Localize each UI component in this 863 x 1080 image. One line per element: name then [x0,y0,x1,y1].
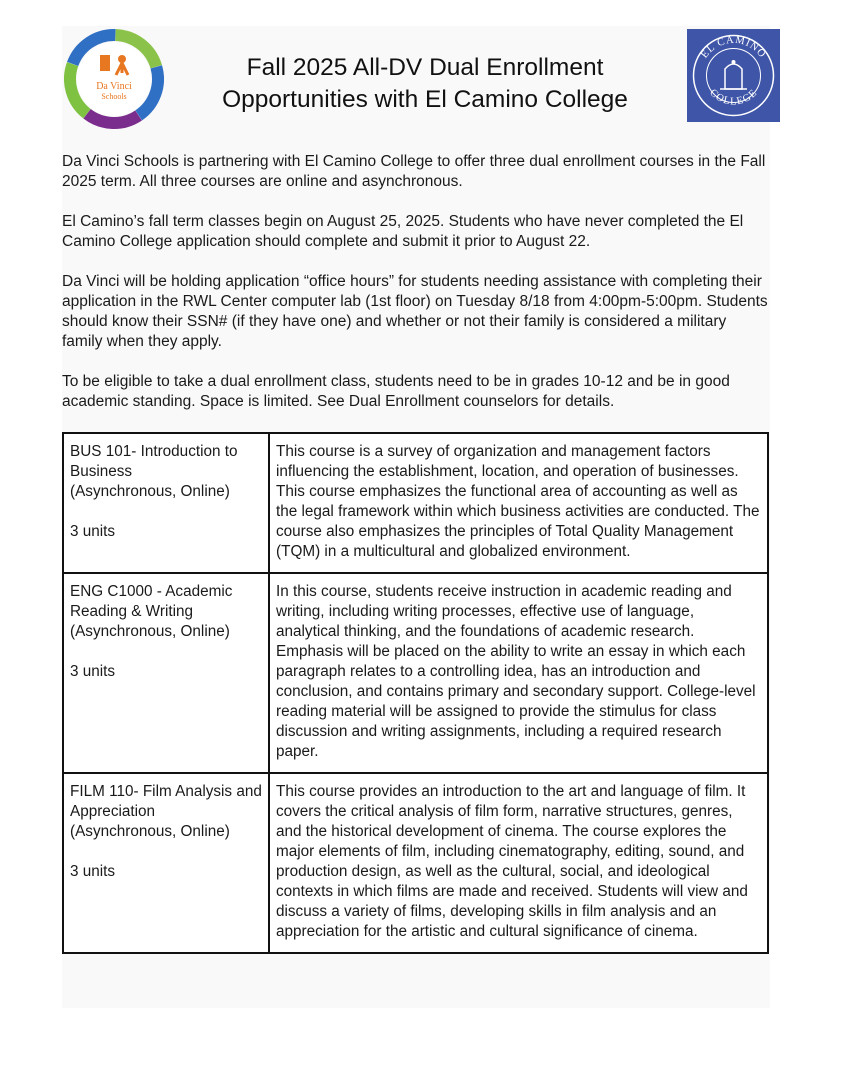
da-vinci-schools-logo [64,29,164,129]
course-title: FILM 110- Film Analysis and Appreciation [70,783,262,820]
course-title: BUS 101- Introduction to Business [70,443,238,480]
paragraph-term-start: El Camino’s fall term classes begin on August 25, 2025. Students who have never completed the El Camino College application should complete and submit it prior to August 22. [62,213,744,250]
course-description: In this course, students receive instruction in academic reading and writing, including writing processes, effective use of language, analytical thinking, and the foundations of academic research. Emphasis will be placed on the ability to write an essay in which each paragraph relates to a controlling idea, has an introduction and conclusion, and contains primary and secondary support. College-level reading material will be assigned to provide the stimulus for class discussion and writing assignments, including a required research paper. [269,573,768,773]
table-row [63,433,768,573]
course-title: ENG C1000 - Academic Reading & Writing [70,583,233,620]
flyer-header [62,26,770,136]
course-format: (Asynchronous, Online) [70,623,230,640]
course-description: This course provides an introduction to the art and language of film. It covers the critical analysis of film form, narrative structures, genres, and the historical development of cinema. The course explores the major elements of film, including cinematography, editing, sound, and production design, as well as the cultural, social, and ideological contexts in which films are made and received. Students will view and discuss a variety of films, developing skills in film analysis and an appreciation for the artistic and cultural significance of cinema. [269,773,768,953]
courses-table [62,432,769,954]
course-format: (Asynchronous, Online) [70,483,230,500]
el-camino-college-seal [687,29,780,122]
paragraph-eligibility: To be eligible to take a dual enrollment class, students need to be in grades 10-12 and be in good academic standing. Space is limited. See Dual Enrollment counselors for details. [62,373,730,410]
ec-logo-text-top: EL CAMINO [699,34,768,61]
course-info-cell [63,773,269,953]
course-units: 3 units [70,663,116,680]
course-info-cell [63,433,269,573]
title-line-1: Fall 2025 All-DV Dual Enrollment [246,54,604,81]
table-row [63,773,768,953]
paragraph-office-hours: Da Vinci will be holding application “office hours” for students needing assistance with completing their application in the RWL Center computer lab (1st floor) on Tuesday 8/18 from 4:00pm-5:00pm. Students should know their SSN# (if they have one) and whether or not their family is considered a military family when they apply. [62,273,768,350]
intro-text [62,152,770,432]
course-info-cell [63,573,269,773]
table-row [63,573,768,773]
course-units: 3 units [70,523,116,540]
ec-logo-text-bottom: COLLEGE [707,87,760,108]
title-line-2: Opportunities with El Camino College [222,86,628,113]
course-description: This course is a survey of organization and management factors influencing the establishment, location, and operation of businesses. This course emphasizes the functional area of accounting as well as the legal framework within which business activities are conducted. The course also emphasizes the principles of Total Quality Management (TQM) in a multicultural and globalized environment. [269,433,768,573]
course-units: 3 units [70,863,116,880]
course-format: (Asynchronous, Online) [70,823,230,840]
flyer-page [62,26,770,1008]
page-title [170,52,680,116]
dv-logo-text-line2: Schools [101,92,127,101]
paragraph-partnership: Da Vinci Schools is partnering with El Camino College to offer three dual enrollment courses in the Fall 2025 term. All three courses are online and asynchronous. [62,153,766,190]
dv-logo-text-line1: Da Vinci [96,81,132,92]
